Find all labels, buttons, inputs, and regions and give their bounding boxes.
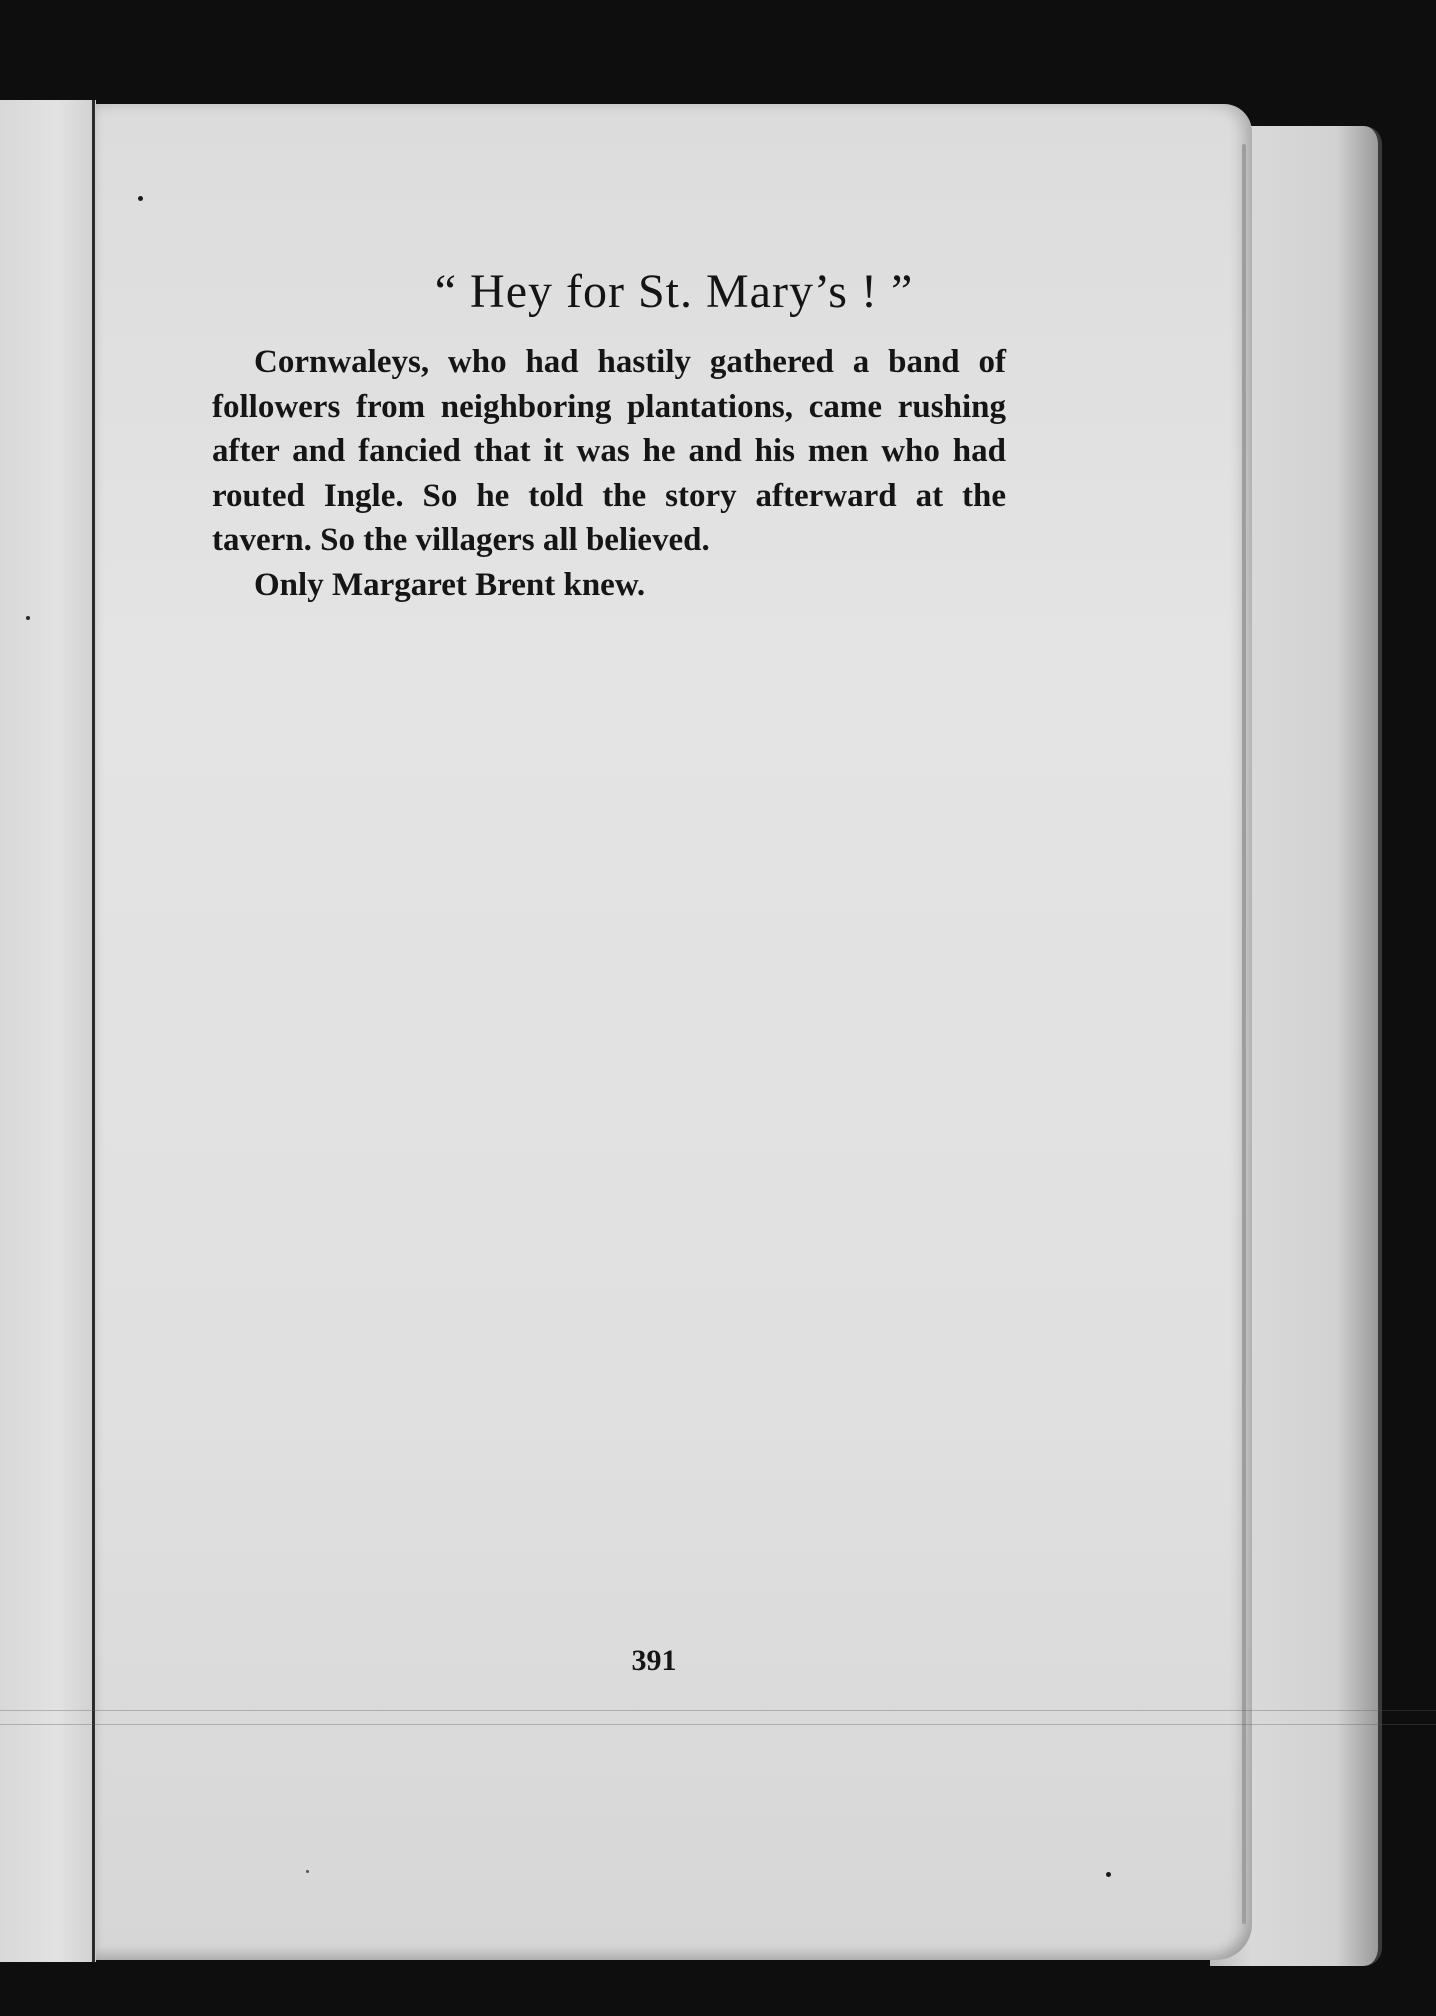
- page-number: 391: [631, 1644, 677, 1677]
- book-page: [96, 104, 1252, 1960]
- body-text: [212, 340, 1006, 607]
- running-head: “ Hey for St. Mary’s ! ”: [434, 265, 914, 318]
- paragraph: Cornwaleys, who had hastily gathered a band of followers from neighboring plantations, came rushing after and fancied that it was he and his men who had routed Ingle. So he told the story afterward at the tavern. So the villagers all believed.: [212, 344, 1006, 558]
- scan-artifact-line: [0, 1710, 1436, 1711]
- gutter-line: [92, 100, 95, 1962]
- scan-artifact-line: [0, 1724, 1436, 1725]
- dust-speck: [26, 616, 30, 620]
- dust-speck: [1106, 1872, 1111, 1877]
- dust-speck: [138, 196, 143, 201]
- facing-page-edge: [0, 100, 96, 1962]
- dust-speck: [306, 1870, 309, 1873]
- paragraph: Only Margaret Brent knew.: [254, 566, 646, 603]
